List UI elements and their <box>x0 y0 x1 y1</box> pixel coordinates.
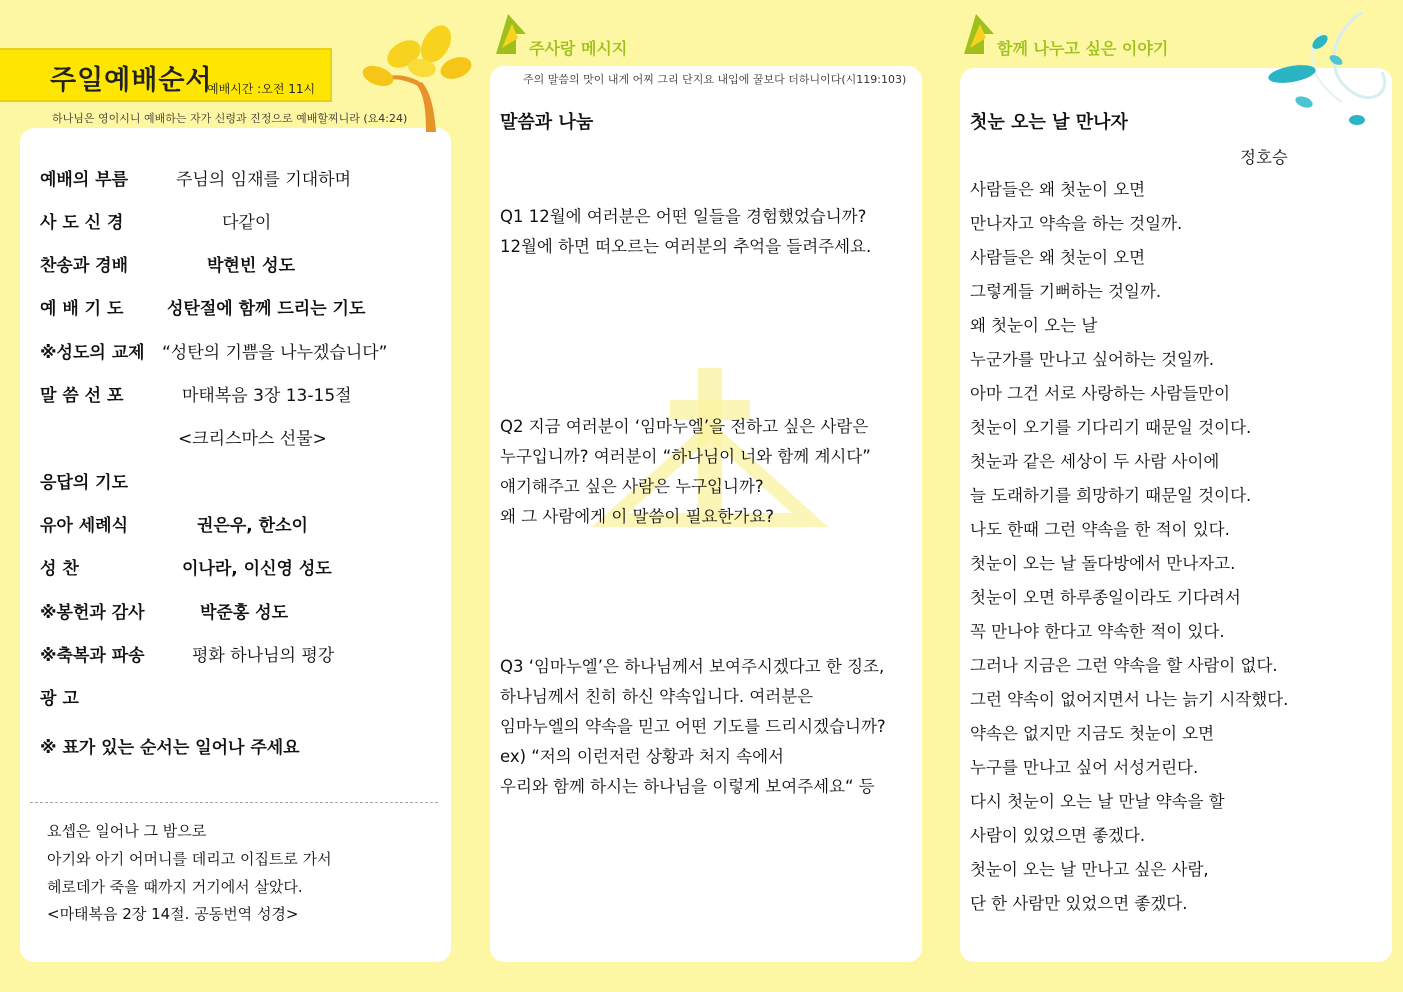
question-line: 12월에 하면 떠오르는 여러분의 추억을 들려주세요. <box>500 237 872 256</box>
footer-line: <마태복음 2장 14절. 공동번역 성경> <box>47 905 299 923</box>
question-line: ex) “저의 이런저런 상황과 처지 속에서 <box>500 747 784 766</box>
order-label: 사 도 신 경 <box>40 213 124 233</box>
poem-line: 첫눈이 오기를 기다리기 때문일 것이다. <box>970 418 1252 437</box>
poem-line: 다시 첫눈이 오는 날 만날 약속을 할 <box>970 792 1225 811</box>
order-value: 평화 하나님의 평강 <box>192 646 335 666</box>
order-value: <크리스마스 선물> <box>178 429 327 449</box>
poem-line: 사람이 있었으면 좋겠다. <box>970 826 1146 845</box>
poem-line: 그러나 지금은 그런 약속을 할 사람이 없다. <box>970 656 1278 675</box>
order-value: 마태복음 3장 13-15절 <box>182 386 352 406</box>
poem-line: 약속은 없지만 지금도 첫눈이 오면 <box>970 724 1215 743</box>
poem-line: 첫눈과 같은 세상이 두 사람 사이에 <box>970 452 1220 471</box>
order-label: 유아 세례식 <box>40 516 129 536</box>
poem-line: 나도 한때 그런 약속을 한 적이 있다. <box>970 520 1230 539</box>
arrow-tree-icon <box>490 14 526 54</box>
order-label: 응답의 기도 <box>40 473 129 493</box>
section-title: 함께 나누고 싶은 이야기 <box>997 39 1169 58</box>
order-value: 다같이 <box>222 213 272 233</box>
poem-line: 그런 약속이 없어지면서 나는 늙기 시작했다. <box>970 690 1289 709</box>
question-line: Q3 ‘임마누엘’은 하나님께서 보여주시겠다고 한 징조, <box>500 657 885 676</box>
order-label: 찬송과 경배 <box>40 256 129 276</box>
poem-line: 첫눈이 오면 하루종일이라도 기다려서 <box>970 588 1241 607</box>
order-label: ※축복과 파송 <box>40 646 145 666</box>
poem-line: 누구를 만나고 싶어 서성거린다. <box>970 758 1199 777</box>
footer-line: 요셉은 일어나 그 밤으로 <box>47 822 207 840</box>
poem-line: 단 한 사람만 있었으면 좋겠다. <box>970 894 1188 913</box>
arrow-tree-icon <box>958 14 994 54</box>
order-label: 예배의 부름 <box>40 170 129 190</box>
poem-line: 첫눈이 오는 날 돌다방에서 만나자고. <box>970 554 1236 573</box>
order-value: “성탄의 기쁨을 나누겠습니다” <box>162 343 388 363</box>
order-label: 말 씀 선 포 <box>40 386 124 406</box>
order-label: ※성도의 교제 <box>40 343 145 363</box>
poem-line: 사람들은 왜 첫눈이 오면 <box>970 180 1146 199</box>
poem-line: 만나자고 약속을 하는 것일까. <box>970 214 1183 233</box>
poem-line: 늘 도래하기를 희망하기 때문일 것이다. <box>970 486 1252 505</box>
opening-verse: 하나님은 영이시니 예배하는 자가 신령과 진정으로 예배할찌니라 (요4:24) <box>52 112 408 125</box>
order-label: 성 찬 <box>40 559 79 579</box>
question-line: 왜 그 사람에게 이 말씀이 필요한가요? <box>500 507 775 526</box>
order-value: 성탄절에 함께 드리는 기도 <box>167 299 366 319</box>
page-title: 주일예배순서 <box>50 65 213 96</box>
poem-line: 아마 그건 서로 사랑하는 사람들만이 <box>970 384 1231 403</box>
order-label: ※봉헌과 감사 <box>40 603 145 623</box>
poem-line: 누군가를 만나고 싶어하는 것일까. <box>970 350 1215 369</box>
message-heading: 말씀과 나눔 <box>500 112 594 133</box>
question-line: 임마누엘의 약속을 믿고 어떤 기도를 드리시겠습니까? <box>500 717 886 736</box>
poem-author: 정호승 <box>1240 148 1288 167</box>
order-value: 주님의 임재를 기대하며 <box>176 170 352 190</box>
footer-line: 아기와 아기 어머니를 데리고 이집트로 가서 <box>47 850 332 868</box>
floral-swirl-icon <box>1262 12 1403 130</box>
order-value: 이나라, 이신영 성도 <box>182 559 332 579</box>
poem-line: 사람들은 왜 첫눈이 오면 <box>970 248 1146 267</box>
poem-line: 꼭 만나야 한다고 약속한 적이 있다. <box>970 622 1225 641</box>
order-label: 광 고 <box>40 689 79 709</box>
question-line: 우리와 함께 하시는 하나님을 이렇게 보여주세요“ 등 <box>500 777 875 796</box>
question-line: Q1 12월에 여러분은 어떤 일들을 경험했었습니까? <box>500 207 867 226</box>
message-verse: 주의 말씀의 맛이 내게 어찌 그리 단지요 내입에 꿀보다 더하니이다(시119:103) <box>523 73 907 86</box>
divider <box>30 802 438 803</box>
section-title: 주사랑 메시지 <box>529 39 628 58</box>
poem-title: 첫눈 오는 날 만나자 <box>970 112 1128 133</box>
order-label: 예 배 기 도 <box>40 299 124 319</box>
order-value: 박준홍 성도 <box>200 603 289 623</box>
question-line: 누구입니까? 여러분이 “하나님이 너와 함께 계시다” <box>500 447 871 466</box>
service-time: 예배시간 :오전 11시 <box>207 82 316 96</box>
order-value: 권은우, 한소이 <box>197 516 308 536</box>
poem-line: 왜 첫눈이 오는 날 <box>970 316 1098 335</box>
question-line: 하나님께서 친히 하신 약속입니다. 여러분은 <box>500 687 814 706</box>
poem-line: 그렇게들 기뻐하는 것일까. <box>970 282 1162 301</box>
question-line: Q2 지금 여러분이 ‘임마누엘’을 전하고 싶은 사람은 <box>500 417 869 436</box>
standing-note: ※ 표가 있는 순서는 일어나 주세요 <box>40 738 300 758</box>
order-value: 박현빈 성도 <box>207 256 296 276</box>
footer-line: 헤로데가 죽을 때까지 거기에서 살았다. <box>47 878 303 896</box>
question-line: 얘기해주고 싶은 사람은 누구입니까? <box>500 477 764 496</box>
poem-line: 첫눈이 오는 날 만나고 싶은 사람, <box>970 860 1209 879</box>
